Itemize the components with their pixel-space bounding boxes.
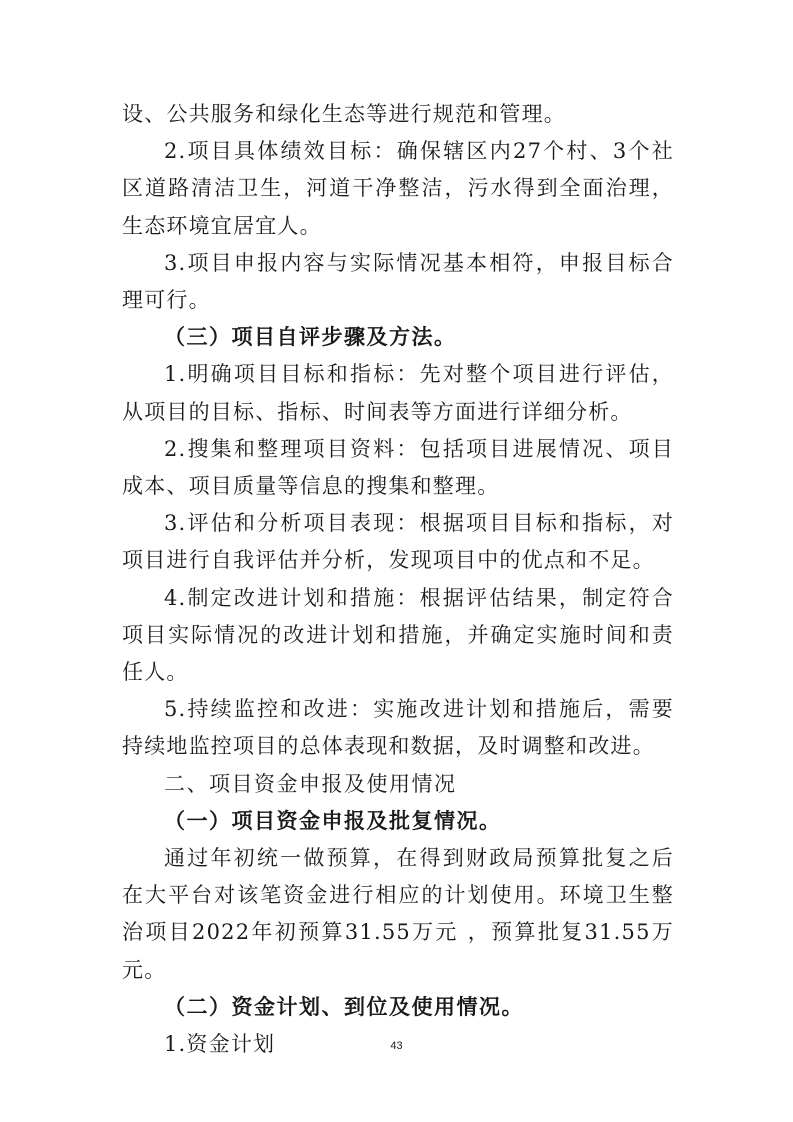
paragraph: 2.项目具体绩效目标：确保辖区内27个村、3个社区道路清洁卫生，河道干净整洁，污水得到全面治理，生态环境宜居宜人。 (122, 139, 674, 238)
section-heading: （一）项目资金申报及批复情况。 (164, 808, 502, 833)
paragraph: 1.资金计划 (164, 1032, 276, 1057)
paragraph: 设、公共服务和绿化生态等进行规范和管理。 (122, 102, 566, 126)
paragraph: 通过年初统一做预算，在得到财政局预算批复之后在大平台对该笔资金进行相应的计划使用。环境卫生整治项目2022年初预算31.55万元 ，预算批复31.55万元。 (122, 846, 674, 982)
paragraph: 2.搜集和整理项目资料：包括项目进展情况、项目成本、项目质量等信息的搜集和整理。 (122, 436, 674, 499)
page-body (122, 96, 674, 1063)
chapter-heading: 二、项目资金申报及使用情况 (164, 771, 457, 796)
paragraph: 5.持续监控和改进：实施改进计划和措施后，需要持续地监控项目的总体表现和数据，及时调整和改进。 (122, 697, 674, 759)
section-heading: （二）资金计划、到位及使用情况。 (164, 994, 524, 1019)
paragraph: 3.评估和分析项目表现：根据项目目标和指标，对项目进行自我评估并分析，发现项目中的优点和不足。 (122, 511, 674, 573)
paragraph: 1.明确项目目标和指标：先对整个项目进行评估，从项目的目标、指标、时间表等方面进行详细分析。 (122, 362, 674, 424)
section-heading: （三）项目自评步骤及方法。 (164, 325, 457, 350)
paragraph: 4.制定改进计划和措施：根据评估结果，制定符合项目实际情况的改进计划和措施，并确定实施时间和责任人。 (122, 585, 674, 685)
page-number: 43 (390, 1040, 403, 1052)
paragraph: 3.项目申报内容与实际情况基本相符，申报目标合理可行。 (122, 250, 674, 313)
